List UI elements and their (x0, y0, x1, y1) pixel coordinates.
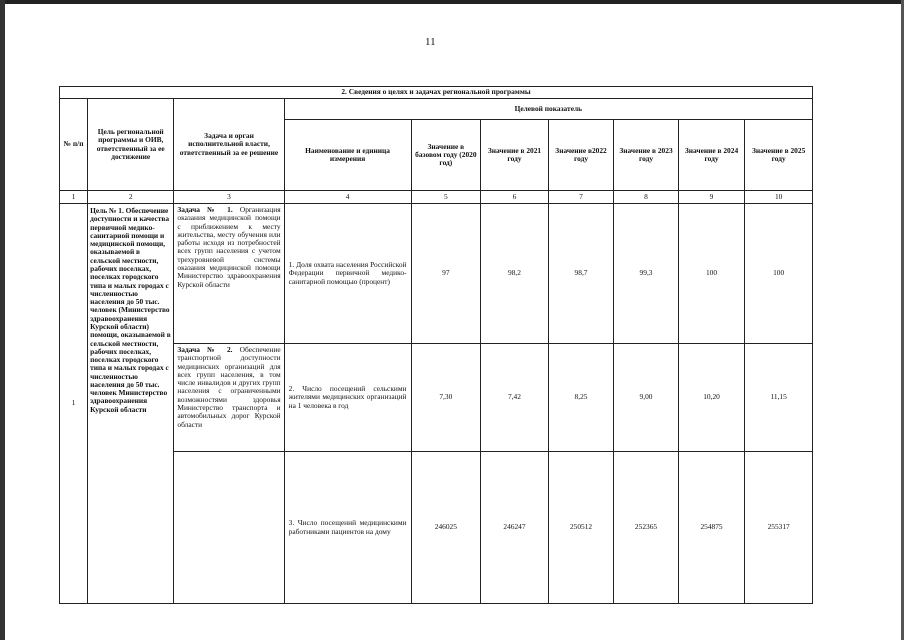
value-2022: 250512 (548, 452, 614, 604)
goal-cell: Цель № 1. Обеспечение доступности и качества первичной медико-санитарной помощи и медицинской помощи, оказываемой в сельской местности, рабочих поселках, поселках городского типа и малых городах с численностью населения до 50 тыс. человек (Министерство здравоохранения Курской области) помощи, оказываемой в сельской местности, рабочих поселках, поселках городского типа и малых городах с численностью населения до 50 тыс. человек Министерство здравоохранения Курской области (88, 204, 174, 604)
task-label: Задача № 2. (177, 345, 233, 354)
value-base: 246025 (411, 452, 481, 604)
value-2024: 254875 (678, 452, 745, 604)
header-task: Задача и орган исполнительной власти, ответственный за ее решение (174, 99, 284, 191)
scan-edge-top (0, 0, 904, 4)
indicator-name: 2. Число посещений сельскими жителями медицинских организаций на 1 человека в год (284, 344, 411, 452)
value-2021: 7,42 (481, 344, 549, 452)
col-number: 3 (174, 191, 284, 204)
col-number: 1 (60, 191, 88, 204)
col-number: 9 (678, 191, 745, 204)
value-base: 7,30 (411, 344, 481, 452)
header-target: Целевой показатель (284, 99, 812, 120)
header-2022: Значение в2022 году (548, 120, 614, 191)
value-2025: 11,15 (745, 344, 813, 452)
scan-edge-left (0, 0, 5, 640)
task-cell-empty (174, 452, 284, 604)
col-number: 2 (88, 191, 174, 204)
task-cell (174, 204, 284, 344)
goals-table (59, 86, 813, 604)
task-text: Организация оказания медицинской помощи с приближением к месту жительства, месту обучения или работы исходя из потребностей всех групп населения с учетом трехуровневой системы оказания медицинской помощи Министерство здравоохранения Курской области (177, 205, 281, 289)
col-number: 10 (745, 191, 813, 204)
col-number: 5 (411, 191, 481, 204)
task-label: Задача № 1. (177, 205, 233, 214)
value-2025: 255317 (745, 452, 813, 604)
task-text: Обеспечение транспортной доступности медицинских организаций для всех групп населения, в том числе инвалидов и других групп населения с ограниченными возможностями здоровья Министерство транспорта и автомобильных дорог Курской области (177, 345, 281, 429)
value-2024: 100 (678, 204, 745, 344)
page-number: 11 (425, 36, 436, 48)
header-2021: Значение в 2021 году (481, 120, 549, 191)
header-base: Значение в базовом году (2020 год) (411, 120, 481, 191)
value-base: 97 (411, 204, 481, 344)
value-2025: 100 (745, 204, 813, 344)
section-title: 2. Сведения о целях и задачах региональной программы (60, 87, 813, 99)
value-2022: 8,25 (548, 344, 614, 452)
value-2021: 246247 (481, 452, 549, 604)
header-2023: Значение в 2023 году (614, 120, 678, 191)
col-number: 7 (548, 191, 614, 204)
col-number: 4 (284, 191, 411, 204)
header-2025: Значение в 2025 году (745, 120, 813, 191)
value-2023: 252365 (614, 452, 678, 604)
header-goal: Цель региональной программы и ОИВ, ответственный за ее достижение (88, 99, 174, 191)
value-2023: 99,3 (614, 204, 678, 344)
header-num: № п/п (60, 99, 88, 191)
task-cell (174, 344, 284, 452)
col-number: 8 (614, 191, 678, 204)
value-2024: 10,20 (678, 344, 745, 452)
col-number: 6 (481, 191, 549, 204)
header-2024: Значение в 2024 году (678, 120, 745, 191)
value-2022: 98,7 (548, 204, 614, 344)
row-number: 1 (60, 204, 88, 604)
indicator-name: 1. Доля охвата населения Российской Федерации первичной медико-санитарной помощью (процент) (284, 204, 411, 344)
header-indicator: Наименование и единица измерения (284, 120, 411, 191)
indicator-name: 3. Число посещений медицинскими работниками пациентов на дому (284, 452, 411, 604)
value-2023: 9,00 (614, 344, 678, 452)
value-2021: 98,2 (481, 204, 549, 344)
table-row (60, 204, 813, 344)
